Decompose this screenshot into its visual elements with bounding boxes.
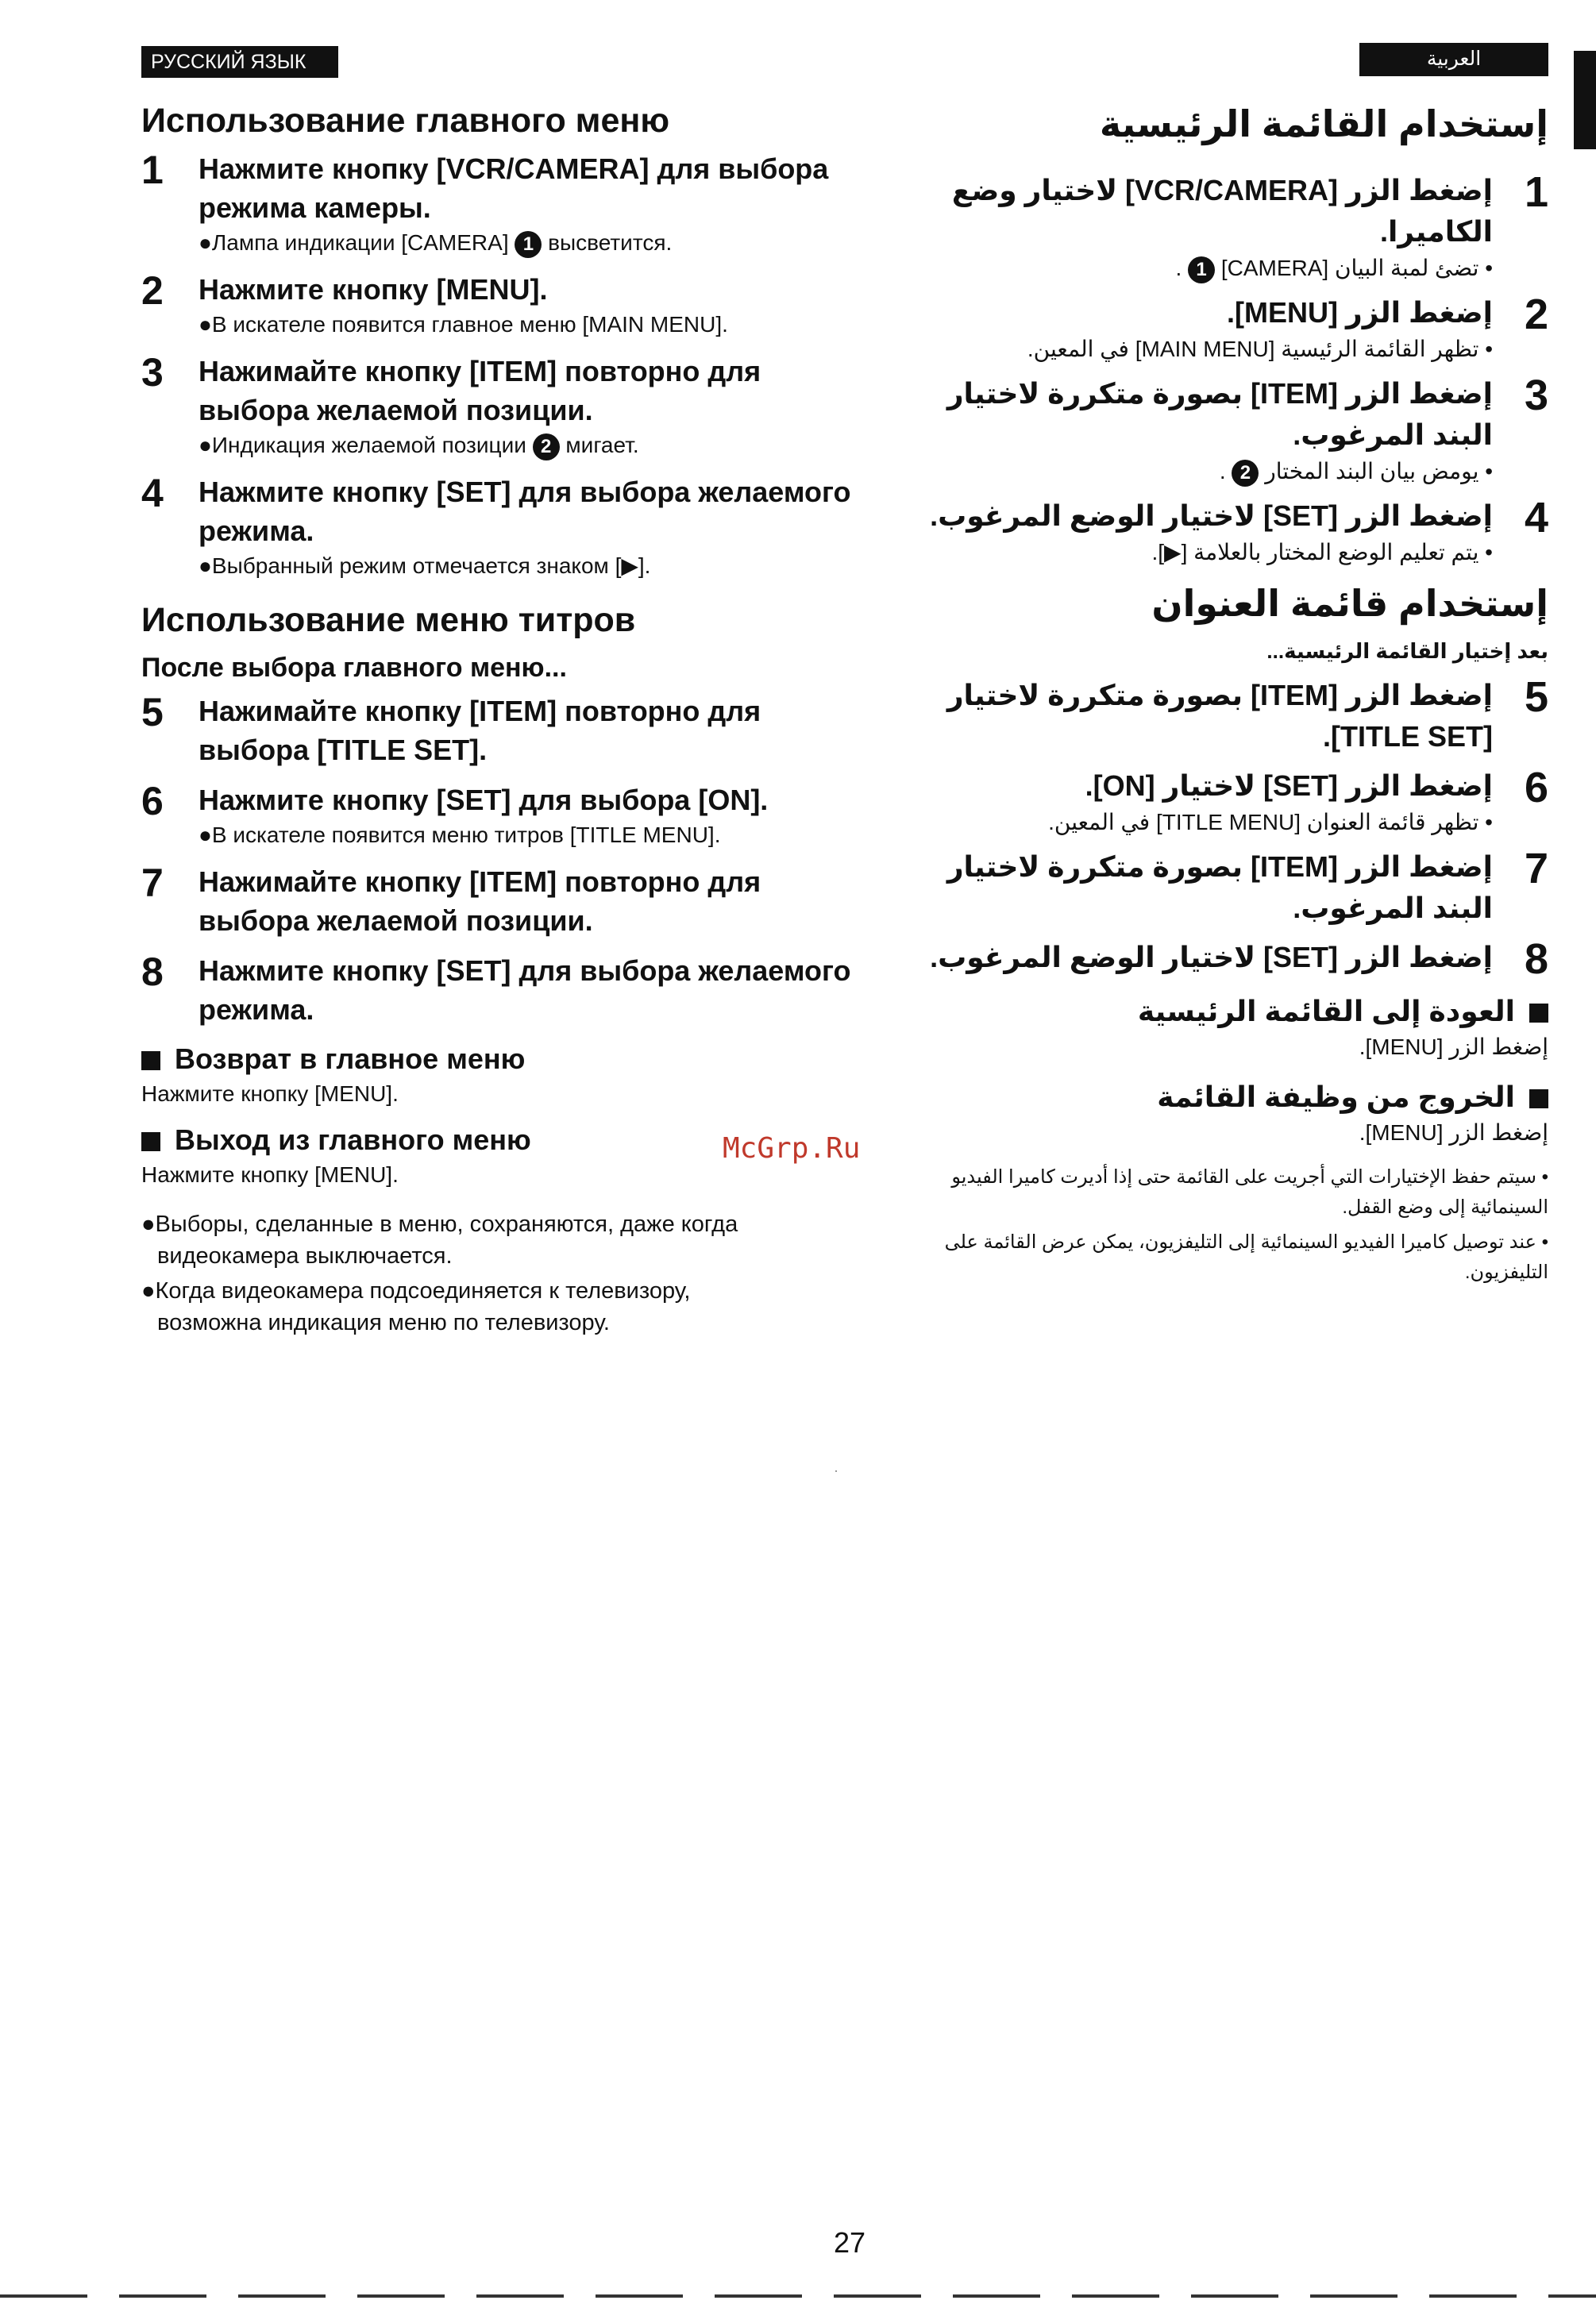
note-text: мигает.	[565, 433, 639, 457]
page-bottom-crop-marks	[0, 2294, 1596, 2298]
step-number: 8	[1524, 935, 1548, 983]
step-number: 4	[141, 471, 164, 515]
step-number: 2	[1524, 291, 1548, 338]
indicator-2-icon: 2	[533, 433, 560, 460]
step-number: 3	[1524, 372, 1548, 419]
step-6-ar	[913, 765, 1548, 838]
heading-return-main	[141, 1040, 856, 1078]
heading-text: Выход из главного меню	[175, 1123, 531, 1156]
watermark: McGrp.Ru	[723, 1132, 861, 1165]
note-text: .	[1219, 459, 1226, 484]
step-number: 8	[141, 950, 164, 994]
exit-instruction-ar: إضغط الزر [MENU].	[1359, 1120, 1548, 1145]
step-text: إضغط الزر [MENU].	[1227, 296, 1493, 329]
step-note: • يتم تعليم الوضع المختار بالعلامة [▶].	[1151, 540, 1493, 564]
step-4	[141, 472, 856, 582]
page-number: 27	[834, 2226, 866, 2259]
step-text: إضغط الزر [VCR/CAMERA] لاختيار وضع الكاميرا.	[951, 174, 1493, 248]
note-text: высветится.	[548, 230, 673, 255]
note-text: • يومض بيان البند المختار	[1265, 459, 1493, 484]
step-note: • تظهر القائمة الرئيسية [MAIN MENU] في المعين.	[1027, 337, 1493, 361]
step-2-ar	[913, 292, 1548, 365]
step-3	[141, 352, 856, 461]
step-text: Нажимайте кнопку [ITEM] повторно для выбора [TITLE SET].	[199, 695, 761, 766]
step-note	[913, 456, 1493, 487]
square-bullet-icon	[1529, 1089, 1548, 1108]
step-1	[141, 149, 856, 259]
step-note: • تظهر قائمة العنوان [TITLE MENU] في المعين.	[1048, 810, 1493, 834]
step-number: 5	[141, 690, 164, 734]
step-text: Нажмите кнопку [MENU].	[199, 273, 548, 306]
step-text: إضغط الزر [SET] لاختيار الوضع المرغوب.	[930, 499, 1493, 532]
note-text: • تضئ لمبة البيان [CAMERA]	[1220, 256, 1493, 280]
step-number: 1	[141, 148, 164, 192]
note-item: • عند توصيل كاميرا الفيديو السينمائية إلى التليفزيون، يمكن عرض القائمة على التليفزيون.	[944, 1231, 1548, 1283]
step-8-ar	[913, 937, 1548, 981]
note-item: ●Когда видеокамера подсоединяется к телевизору, возможна индикация меню по телевизору.	[141, 1278, 691, 1335]
square-bullet-icon	[141, 1051, 160, 1070]
step-number: 1	[1524, 168, 1548, 216]
step-3-ar	[913, 373, 1548, 487]
step-number: 7	[1524, 845, 1548, 892]
language-tag-russian: РУССКИЙ ЯЗЫК	[141, 46, 338, 78]
heading-text: Возврат в главное меню	[175, 1042, 526, 1075]
square-bullet-icon	[141, 1132, 160, 1151]
step-text: Нажмите кнопку [SET] для выбора желаемого режима.	[199, 954, 851, 1026]
step-text: إضغط الزر [SET] لاختيار الوضع المرغوب.	[930, 941, 1493, 973]
step-number: 6	[141, 779, 164, 823]
step-1-ar	[913, 170, 1548, 284]
step-text: إضغط الزر [ITEM] بصورة متكررة لاختيار البند المرغوب.	[946, 850, 1493, 924]
step-number: 7	[141, 861, 164, 905]
heading-main-menu: Использование главного меню	[141, 102, 670, 140]
note-text: .	[1175, 256, 1182, 280]
heading-title-menu: Использование меню титров	[141, 601, 636, 639]
print-speck	[835, 1470, 837, 1472]
heading-title-menu-ar: إستخدام قائمة العنوان	[1151, 583, 1548, 624]
step-2	[141, 270, 856, 341]
heading-main-menu-ar: إستخدام القائمة الرئيسية	[1099, 103, 1548, 144]
step-note	[199, 430, 856, 461]
step-text: Нажмите кнопку [SET] для выбора [ON].	[199, 784, 769, 816]
step-8	[141, 951, 856, 1029]
language-tag-arabic: العربية	[1359, 43, 1548, 76]
heading-return-main-ar	[913, 991, 1548, 1032]
step-number: 3	[141, 350, 164, 395]
step-note	[913, 252, 1493, 284]
indicator-1-icon: 1	[515, 231, 542, 258]
note-text: ●Лампа индикации [CAMERA]	[199, 230, 509, 255]
step-5-ar	[913, 675, 1548, 757]
step-note: ●В искателе появится главное меню [MAIN MENU].	[199, 312, 728, 337]
note-item: • سيتم حفظ الإختيارات التي أجريت على القائمة حتى إذا أديرت كاميرا الفيديو السينمائية إلى وضع القفل.	[951, 1166, 1548, 1218]
note-item: ●Выборы, сделанные в меню, сохраняются, даже когда видеокамера выключается.	[141, 1212, 738, 1269]
arabic-column	[913, 100, 1548, 1288]
step-number: 5	[1524, 673, 1548, 721]
step-text: إضغط الزر [ITEM] بصورة متكررة لاختيار البند المرغوب.	[946, 377, 1493, 451]
step-number: 2	[141, 268, 164, 313]
subheading-after-main-ar: بعد إختيار القائمة الرئيسية...	[1266, 639, 1548, 663]
indicator-2-icon: 2	[1232, 460, 1259, 487]
step-note	[199, 227, 856, 259]
step-text: Нажимайте кнопку [ITEM] повторно для выбора желаемой позиции.	[199, 865, 761, 937]
step-4-ar	[913, 495, 1548, 568]
step-number: 6	[1524, 764, 1548, 811]
heading-text: الخروج من وظيفة القائمة	[1157, 1081, 1515, 1113]
note-text: ●Индикация желаемой позиции	[199, 433, 526, 457]
step-7-ar	[913, 846, 1548, 929]
return-instruction-ar: إضغط الزر [MENU].	[1359, 1034, 1548, 1059]
section-edge-marker	[1574, 51, 1596, 149]
return-instruction: Нажмите кнопку [MENU].	[141, 1081, 399, 1106]
step-note: ●Выбранный режим отмечается знаком [▶].	[199, 553, 651, 578]
step-text: Нажмите кнопку [VCR/CAMERA] для выбора режима камеры.	[199, 152, 829, 224]
step-text: إضغط الزر [SET] لاختيار [ON].	[1085, 769, 1493, 802]
indicator-1-icon: 1	[1188, 256, 1215, 283]
heading-text: العودة إلى القائمة الرئيسية	[1137, 995, 1515, 1027]
notes-list-ar	[913, 1162, 1548, 1288]
exit-instruction: Нажмите кнопку [MENU].	[141, 1162, 399, 1187]
step-6	[141, 780, 856, 851]
step-7	[141, 862, 856, 940]
subheading-after-main: После выбора главного меню...	[141, 653, 567, 683]
step-text: Нажимайте кнопку [ITEM] повторно для выбора желаемой позиции.	[199, 355, 761, 426]
step-5	[141, 692, 856, 769]
step-note: ●В искателе появится меню титров [TITLE MENU].	[199, 823, 721, 847]
square-bullet-icon	[1529, 1004, 1548, 1023]
notes-list	[141, 1208, 777, 1339]
step-number: 4	[1524, 494, 1548, 541]
step-text: إضغط الزر [ITEM] بصورة متكررة لاختيار [TITLE SET].	[946, 679, 1493, 753]
heading-exit-main-ar	[913, 1077, 1548, 1118]
step-text: Нажмите кнопку [SET] для выбора желаемого режима.	[199, 476, 851, 547]
